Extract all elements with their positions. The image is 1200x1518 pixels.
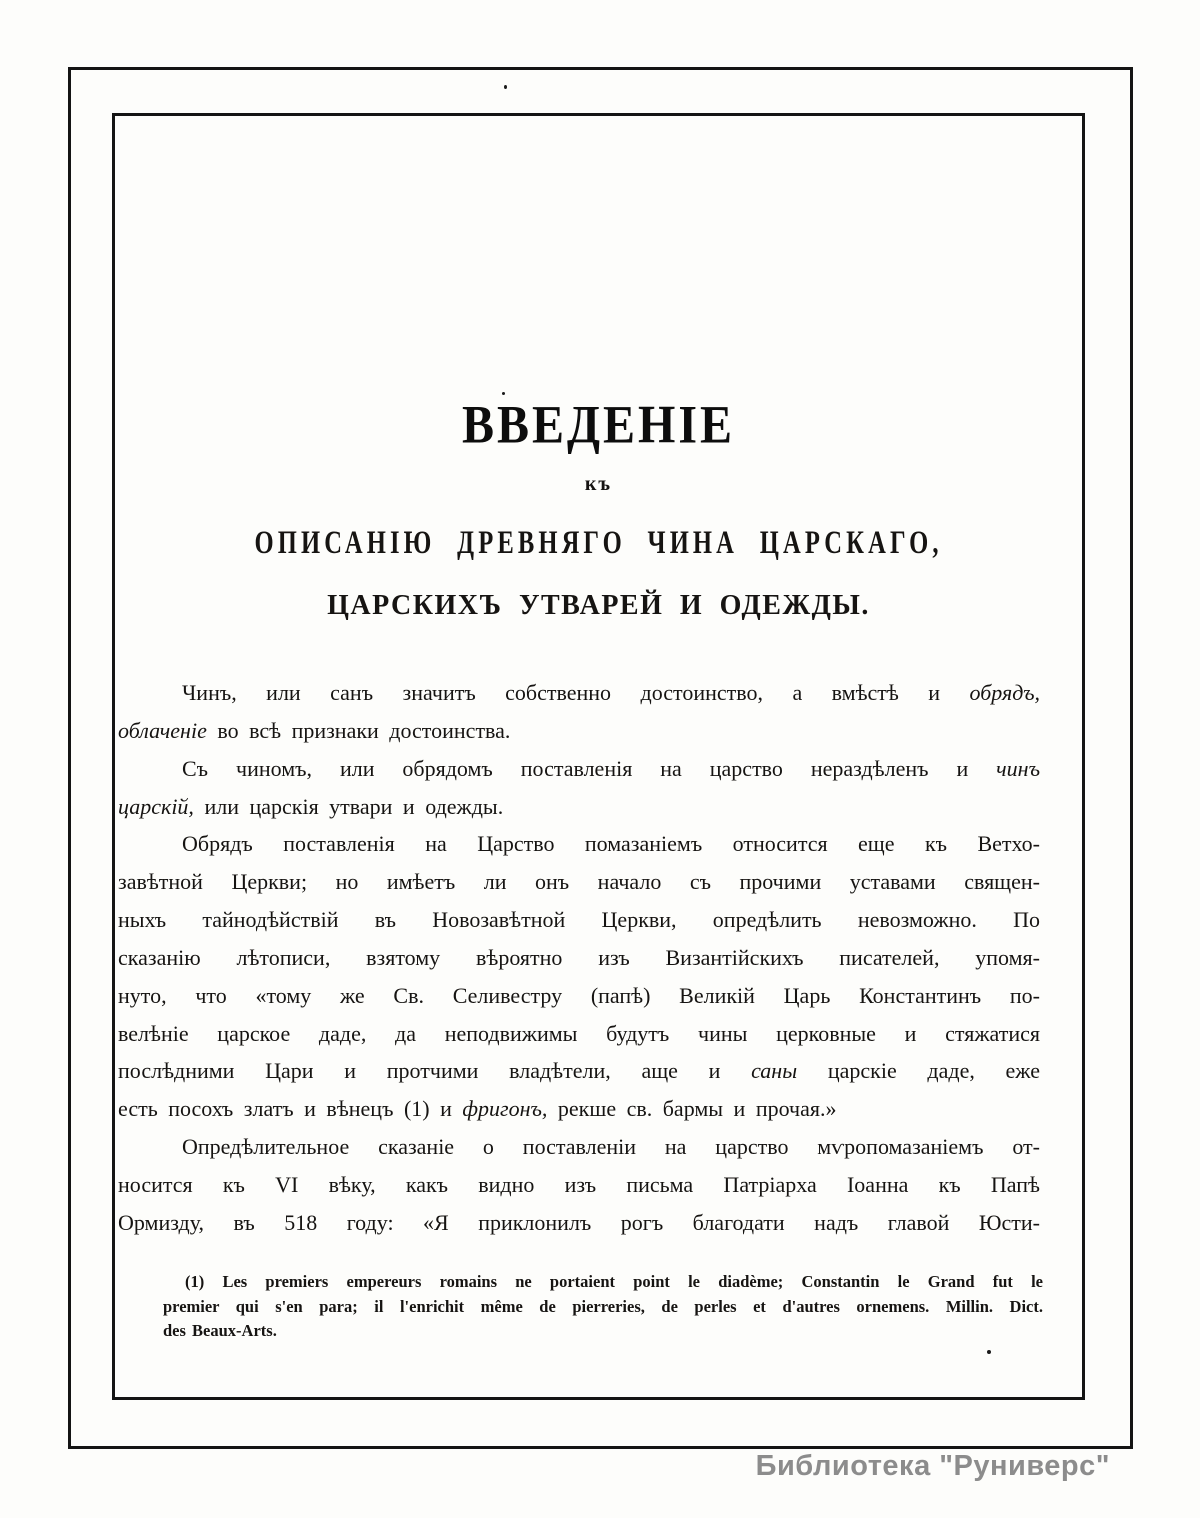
text-segment: сказанію лѣтописи, взятому вѣроятно изъ Византійскихъ писателей, упомя- [118,944,1040,970]
text-segment: Ормизду, въ 518 году: «Я приклонилъ рогъ благодати надъ главой Юсти- [118,1209,1040,1235]
page-title [112,395,1085,455]
text-segment: Чинъ, или санъ значитъ собственно достоинство, а вмѣстѣ и [182,680,970,705]
text-segment: носится къ VI вѣку, какъ видно изъ письма Патріарха Іоанна къ Папѣ [118,1171,1040,1197]
scan-artifact-dot [504,85,507,89]
subtitle-line-2: ЦАРСКИХЪ УТВАРЕЙ И ОДЕЖДЫ. [327,590,870,621]
text-segment: (1) Les premiers empereurs romains ne portaient point le diadème; Constantin le Grand fut le [185,1272,1043,1291]
italic-text-segment: саны [751,1058,798,1084]
text-segment: царскіе даде, еже [797,1058,1040,1084]
subtitle-line-1-text: ОПИСАНІЮ ДРЕВНЯГО ЧИНА ЦАРСКАГО, [254,524,943,561]
text-line [118,863,1040,901]
text-line [118,1015,1040,1053]
text-segment: нуто, что «тому же Св. Селивестру (папѣ) Великій Царь Константинъ по- [118,982,1040,1008]
text-line [118,1166,1040,1204]
text-line [118,939,1040,977]
text-segment: послѣдними Цари и протчими владѣтели, аще и [118,1058,752,1084]
italic-text-segment: фригонъ, [462,1096,548,1122]
text-line [118,901,1040,939]
page-title-text: ВВЕДЕНІЕ [461,395,736,455]
watermark-label: Библиотека "Руниверс" [755,1450,1110,1482]
text-segment: premier qui s'en para; il l'enrichit même de pierreries, de perles et d'autres ornemens. Millin. Dict. [163,1296,1043,1316]
text-line [118,1052,1040,1090]
text-line [118,750,1040,788]
text-segment: Опредѣлительное сказаніе о поставленіи на царство мѵропомазаніемъ от- [182,1134,1040,1160]
text-line [163,1295,1043,1320]
subtitle-line-1 [112,524,1085,561]
italic-text-segment: царскій, [118,793,194,819]
text-segment: ныхъ тайнодѣйствій въ Новозавѣтной Церкви, опредѣлить невозможно. По [118,907,1040,933]
footnote [163,1270,1043,1344]
text-segment: завѣтной Церкви; но имѣетъ ли онъ начало съ прочими уставами священ- [118,869,1040,895]
scan-artifact-dot [987,1350,991,1354]
text-line [118,1204,1040,1242]
text-line [118,825,1040,863]
text-line [118,1090,1040,1128]
text-segment: рекше св. бармы и прочая.» [547,1096,837,1122]
text-line [118,788,1040,826]
text-segment: Съ чиномъ, или обрядомъ поставленія на царство нераздѣленъ и [182,755,997,781]
text-segment: есть посохъ златъ и вѣнецъ (1) и [118,1096,463,1122]
body-text [118,674,1040,1242]
text-line [118,977,1040,1015]
italic-text-segment: чинъ [996,755,1040,781]
title-preposition: къ [584,473,613,495]
text-segment: во всѣ признаки достоинства. [206,717,511,743]
text-line [118,712,1040,750]
scan-artifact-dot [502,392,505,395]
text-segment: Обрядъ поставленія на Царство помазаніемъ относится еще къ Ветхо- [182,831,1040,857]
italic-text-segment: обрядъ, [969,680,1040,705]
text-line [163,1270,1043,1295]
italic-text-segment: облаченіе [118,717,207,743]
text-segment: или царскія утвари и одежды. [193,793,504,819]
text-segment: des Beaux-Arts. [163,1321,277,1340]
text-segment: велѣніе царское даде, да неподвижимы будутъ чины церковные и стяжатися [118,1020,1040,1046]
text-line [118,674,1040,712]
text-line [118,1128,1040,1166]
text-line [163,1319,1043,1344]
